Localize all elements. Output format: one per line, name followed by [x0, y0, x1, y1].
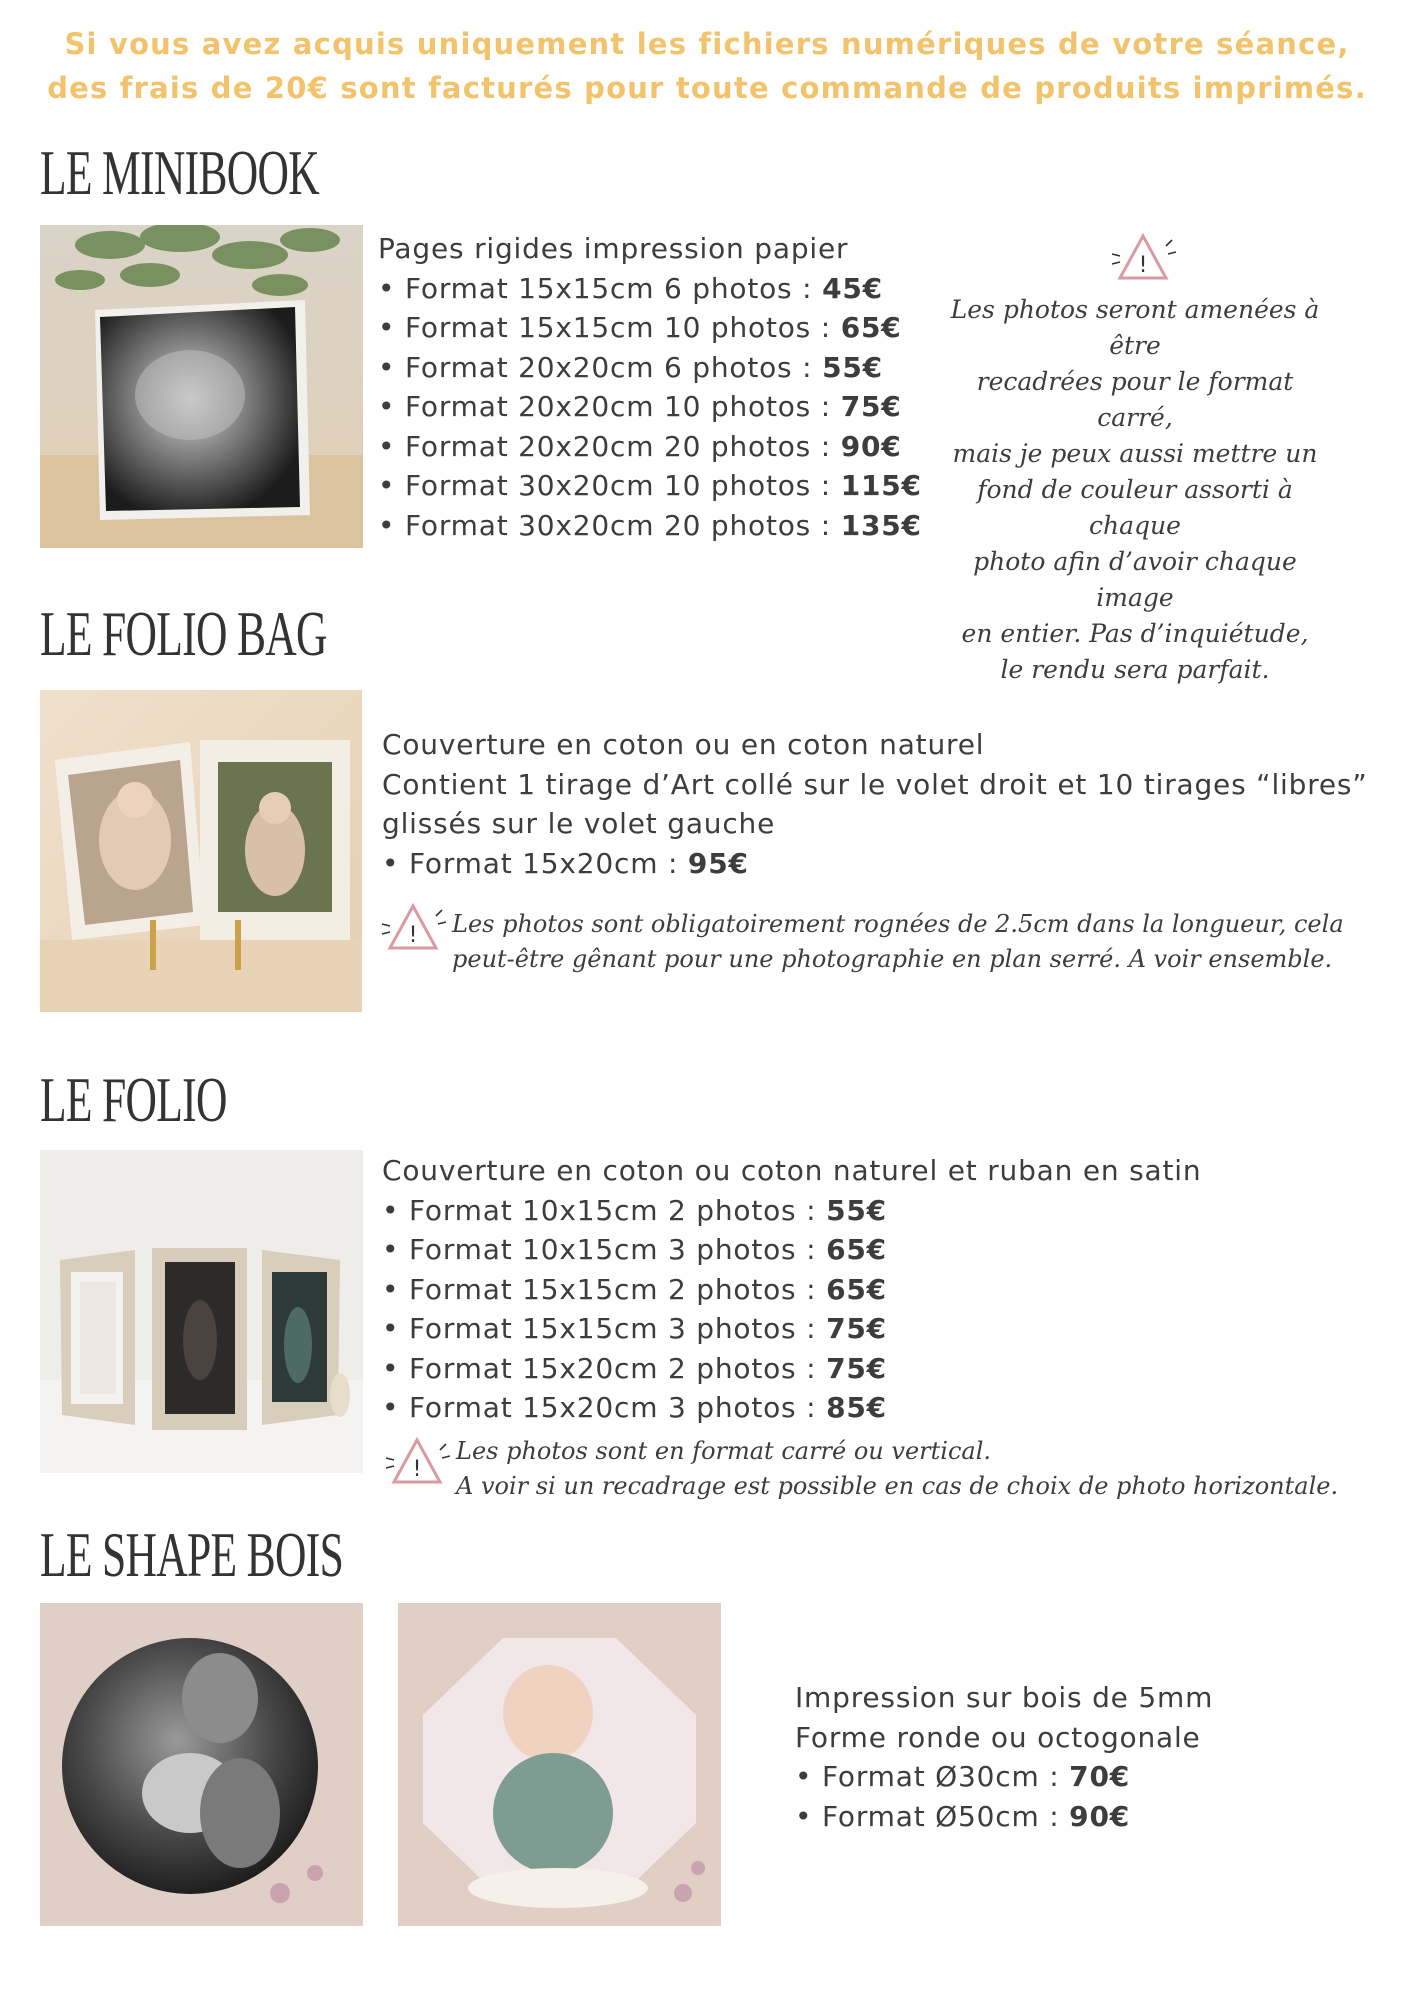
folio-item: • Format 10x15cm 3 photos : 65€	[382, 1233, 887, 1266]
shape-line: Forme ronde ou octogonale	[795, 1720, 1201, 1754]
minibook-description	[378, 229, 922, 545]
svg-text:!: !	[412, 1457, 422, 1482]
folio-item: • Format 15x15cm 2 photos : 65€	[382, 1272, 887, 1306]
folio-item: • Format 10x15cm 2 photos : 55€	[382, 1193, 887, 1227]
minibook-warning-note: Les photos seront amenées à être recadrées pour le format carré, mais je peux aussi mettre un fond de couleur assorti à chaque photo afin d’avoir chaque image en entier. Pas d’inquiétude, le rendu sera parfait.	[950, 295, 1320, 684]
foliobag-item: • Format 15x20cm : 95€	[382, 846, 749, 880]
foliobag-line: glissés sur le volet gauche	[382, 807, 776, 840]
shape-item: • Format Ø30cm : 70€	[795, 1760, 1131, 1793]
notice-line-1: Si vous avez acquis uniquement les fichiers numériques de votre séance,	[64, 27, 1350, 61]
shape-description	[795, 1678, 1213, 1836]
svg-text:!: !	[1138, 253, 1148, 278]
foliobag-line: Contient 1 tirage d’Art collé sur le volet droit et 10 tirages “libres”	[382, 767, 1368, 801]
minibook-item: • Format 20x20cm 10 photos : 75€	[378, 390, 902, 423]
minibook-item: • Format 30x20cm 20 photos : 135€	[378, 508, 922, 542]
foliobag-title: LE FOLIO BAG	[40, 598, 327, 669]
notice-line-2: des frais de 20€ sont facturés pour toute commande de produits imprimés.	[47, 71, 1367, 105]
shape-line: Impression sur bois de 5mm	[795, 1681, 1214, 1714]
foliobag-line: Couverture en coton ou en coton naturel	[382, 728, 985, 761]
warning-icon	[378, 898, 448, 956]
folio-warning-note: Les photos sont en format carré ou vertical. A voir si un recadrage est possible en cas de choix de photo horizontale.	[456, 1437, 1339, 1500]
folio-product-photo	[40, 1150, 363, 1473]
foliobag-warning-note: Les photos sont obligatoirement rognées de 2.5cm dans la longueur, cela peut-être gênant pour une photographie en plan serré. A voir ensemble.	[452, 910, 1344, 973]
folio-item: • Format 15x20cm 2 photos : 75€	[382, 1351, 887, 1385]
folio-item: • Format 15x15cm 3 photos : 75€	[382, 1312, 887, 1345]
shape-round-photo	[40, 1603, 363, 1926]
warning-icon	[382, 1432, 452, 1490]
minibook-intro: Pages rigides impression papier	[378, 232, 849, 265]
minibook-item: • Format 20x20cm 6 photos : 55€	[378, 350, 883, 384]
minibook-item: • Format 15x15cm 6 photos : 45€	[378, 271, 883, 305]
shape-title: LE SHAPE BOIS	[40, 1519, 344, 1590]
folio-intro: Couverture en coton ou coton naturel et ruban en satin	[382, 1154, 1202, 1187]
minibook-title: LE MINIBOOK	[40, 137, 319, 208]
svg-text:!: !	[408, 923, 418, 948]
foliobag-description	[382, 725, 1368, 883]
folio-title: LE FOLIO	[40, 1064, 227, 1135]
folio-item: • Format 15x20cm 3 photos : 85€	[382, 1391, 887, 1424]
minibook-product-photo	[40, 225, 363, 548]
folio-description	[382, 1151, 1201, 1428]
print-fee-notice	[0, 22, 1414, 110]
minibook-item: • Format 20x20cm 20 photos : 90€	[378, 429, 902, 463]
minibook-item: • Format 30x20cm 10 photos : 115€	[378, 469, 922, 502]
shape-octagon-photo	[398, 1603, 721, 1926]
minibook-item: • Format 15x15cm 10 photos : 65€	[378, 311, 902, 344]
foliobag-product-photo	[40, 690, 362, 1012]
shape-item: • Format Ø50cm : 90€	[795, 1799, 1131, 1833]
warning-icon	[1108, 228, 1178, 286]
